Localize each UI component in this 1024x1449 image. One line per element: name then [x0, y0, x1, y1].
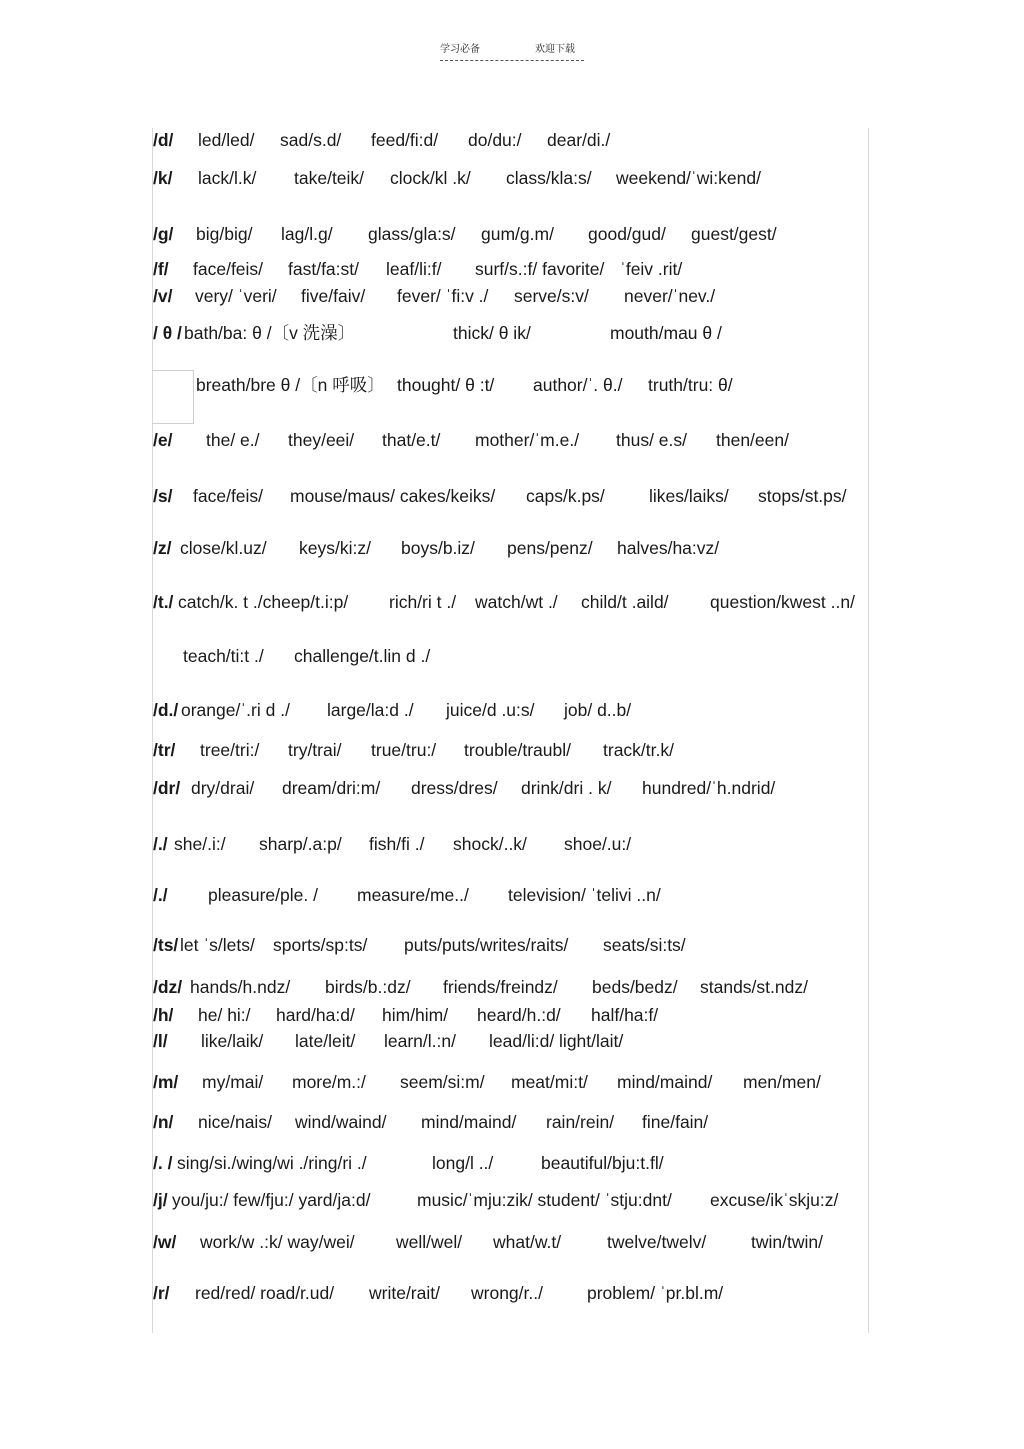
example-word: seem/si:m/	[400, 1072, 485, 1092]
example-word: then/een/	[716, 430, 789, 450]
example-word: learn/l.:n/	[384, 1031, 456, 1051]
example-word: hard/ha:d/	[276, 1005, 355, 1025]
phoneme-symbol: /d./	[153, 700, 179, 720]
phoneme-symbol: /dr/	[153, 778, 181, 798]
phoneme-symbol: /k/	[153, 168, 173, 188]
example-word: take/teik/	[294, 168, 365, 188]
phoneme-symbol: /dz/	[153, 977, 183, 997]
phoneme-row	[0, 591, 1024, 615]
phoneme-row	[0, 429, 1024, 453]
example-word: men/men/	[743, 1072, 821, 1092]
example-word: what/w.t/	[493, 1232, 562, 1252]
example-word: mother/ˈm.e./	[475, 430, 580, 450]
example-word: sing/si./wing/wi ./ring/ri ./	[177, 1153, 367, 1173]
example-word: they/eei/	[288, 430, 355, 450]
example-word: do/du:/	[468, 130, 522, 150]
example-word: hands/h.ndz/	[190, 977, 291, 997]
example-word: boys/b.iz/	[401, 538, 475, 558]
example-word: guest/gest/	[691, 224, 777, 244]
example-word: face/feis/	[193, 486, 264, 506]
example-word: pleasure/ple. /	[208, 885, 318, 905]
phoneme-row	[0, 884, 1024, 908]
example-word: excuse/ikˈskju:z/	[710, 1190, 839, 1210]
header-left-text: 学习必备	[440, 44, 480, 55]
example-word: author/ˈ. θ./	[533, 375, 623, 395]
example-word: glass/gla:s/	[368, 224, 456, 244]
example-word: good/gud/	[588, 224, 666, 244]
example-word: fish/fi ./	[369, 834, 425, 854]
example-word: he/ hi:/	[198, 1005, 251, 1025]
example-word: the/ e./	[206, 430, 260, 450]
example-word: try/trai/	[288, 740, 342, 760]
example-word: you/ju:/ few/fju:/ yard/ja:d/	[172, 1190, 371, 1210]
example-word: surf/s.:f/ favorite/	[475, 259, 605, 279]
example-word: problem/ ˈpr.bl.m/	[587, 1283, 724, 1303]
example-word: never/ˈnev./	[624, 286, 716, 306]
example-word: very/ ˈveri/	[195, 286, 277, 306]
phoneme-symbol: /ts/	[153, 935, 179, 955]
example-word: that/e.t/	[382, 430, 441, 450]
example-word: question/kwest ..n/	[710, 592, 855, 612]
phoneme-row	[0, 1152, 1024, 1176]
example-word: catch/k. t ./cheep/t.i:p/	[178, 592, 349, 612]
example-word: well/wel/	[396, 1232, 463, 1252]
phoneme-symbol: /./	[153, 885, 168, 905]
example-word: halves/ha:vz/	[617, 538, 720, 558]
example-word: thick/ θ ik/	[453, 323, 531, 343]
phoneme-row	[0, 739, 1024, 763]
phoneme-row	[0, 258, 1024, 282]
example-word: tree/tri:/	[200, 740, 260, 760]
example-word: mouth/mau θ /	[610, 323, 722, 343]
example-word: caps/k.ps/	[526, 486, 605, 506]
example-word: close/kl.uz/	[180, 538, 267, 558]
phoneme-symbol: /v/	[153, 286, 173, 306]
example-word: shock/..k/	[453, 834, 527, 854]
phoneme-symbol: /w/	[153, 1232, 177, 1252]
example-word: wind/waind/	[295, 1112, 387, 1132]
phoneme-symbol: /l/	[153, 1031, 168, 1051]
example-word: mind/maind/	[421, 1112, 517, 1132]
example-word: serve/s:v/	[514, 286, 589, 306]
phoneme-symbol: /./	[153, 834, 168, 854]
example-word: big/big/	[196, 224, 253, 244]
phoneme-row	[0, 1231, 1024, 1255]
example-word: class/kla:s/	[506, 168, 592, 188]
example-word: rich/ri t ./	[389, 592, 457, 612]
phoneme-row	[0, 833, 1024, 857]
example-word: beds/bedz/	[592, 977, 678, 997]
example-word: gum/g.m/	[481, 224, 554, 244]
example-word: sports/sp:ts/	[273, 935, 368, 955]
phoneme-symbol: /tr/	[153, 740, 176, 760]
phoneme-row	[0, 1004, 1024, 1028]
phoneme-row	[0, 322, 1024, 346]
example-word: let ˈs/lets/	[180, 935, 255, 955]
example-word: job/ d..b/	[564, 700, 632, 720]
example-word: face/feis/	[193, 259, 264, 279]
example-word: juice/d .u:s/	[446, 700, 535, 720]
phoneme-row	[0, 129, 1024, 153]
phoneme-row	[0, 485, 1024, 509]
phoneme-row	[0, 1282, 1024, 1306]
phoneme-row	[0, 285, 1024, 309]
example-word: sharp/.a:p/	[259, 834, 342, 854]
example-word: sad/s.d/	[280, 130, 342, 150]
example-word: twelve/twelv/	[607, 1232, 707, 1252]
example-word: stops/st.ps/	[758, 486, 847, 506]
example-word: trouble/traubl/	[464, 740, 572, 760]
example-word: red/red/ road/r.ud/	[195, 1283, 335, 1303]
example-word: him/him/	[382, 1005, 449, 1025]
phoneme-symbol: /n/	[153, 1112, 174, 1132]
phoneme-symbol: /m/	[153, 1072, 179, 1092]
example-word: dress/dres/	[411, 778, 498, 798]
example-word: friends/freindz/	[443, 977, 558, 997]
phoneme-row	[0, 934, 1024, 958]
phoneme-row	[0, 223, 1024, 247]
example-word: like/laik/	[201, 1031, 264, 1051]
phoneme-row	[0, 1071, 1024, 1095]
phoneme-symbol: /j/	[153, 1190, 168, 1210]
example-word: meat/mi:t/	[511, 1072, 588, 1092]
example-word: puts/puts/writes/raits/	[404, 935, 569, 955]
example-word: led/led/	[198, 130, 255, 150]
example-word: fine/fain/	[642, 1112, 709, 1132]
example-word: weekend/ˈwi:kend/	[616, 168, 761, 188]
example-word: rain/rein/	[546, 1112, 615, 1132]
example-word: birds/b.:dz/	[325, 977, 411, 997]
phoneme-symbol: /h/	[153, 1005, 174, 1025]
phoneme-row	[0, 1111, 1024, 1135]
example-word: challenge/t.lin d ./	[294, 646, 431, 666]
example-word: track/tr.k/	[603, 740, 674, 760]
example-word: beautiful/bju:t.fl/	[541, 1153, 664, 1173]
phoneme-symbol: /t./	[153, 592, 174, 612]
example-word: dream/dri:m/	[282, 778, 381, 798]
example-word: breath/bre θ /〔n 呼吸〕	[196, 375, 385, 395]
example-word: late/leit/	[295, 1031, 356, 1051]
example-word: mouse/maus/ cakes/keiks/	[290, 486, 496, 506]
example-word: television/ ˈtelivi ..n/	[508, 885, 661, 905]
phoneme-symbol: /s/	[153, 486, 173, 506]
example-word: pens/penz/	[507, 538, 593, 558]
phoneme-symbol: /f/	[153, 259, 169, 279]
example-word: bath/ba: θ /〔v 洗澡〕	[184, 323, 356, 343]
phoneme-symbol: /. /	[153, 1153, 173, 1173]
phoneme-symbol: /r/	[153, 1283, 170, 1303]
phoneme-row	[0, 699, 1024, 723]
example-word: work/w .:k/ way/wei/	[200, 1232, 355, 1252]
phoneme-symbol: /z/	[153, 538, 172, 558]
phoneme-row	[0, 1030, 1024, 1054]
phoneme-symbol: /g/	[153, 224, 174, 244]
example-word: wrong/r../	[471, 1283, 543, 1303]
example-word: watch/wt ./	[475, 592, 558, 612]
example-word: lack/l.k/	[198, 168, 257, 188]
example-word: twin/twin/	[751, 1232, 823, 1252]
example-word: feed/fi:d/	[371, 130, 439, 150]
example-word: true/tru:/	[371, 740, 437, 760]
example-word: nice/nais/	[198, 1112, 272, 1132]
example-word: leaf/li:f/	[386, 259, 442, 279]
example-word: lag/l.g/	[281, 224, 333, 244]
example-word: ˈfeiv .rit/	[620, 259, 683, 279]
example-word: hundred/ˈh.ndrid/	[642, 778, 776, 798]
example-word: dry/drai/	[191, 778, 255, 798]
example-word: keys/ki:z/	[299, 538, 371, 558]
phoneme-row	[0, 167, 1024, 191]
phoneme-symbol: /d/	[153, 130, 174, 150]
phoneme-row	[0, 645, 1024, 669]
example-word: orange/ˈ.ri d ./	[181, 700, 290, 720]
example-word: fever/ ˈfi:v ./	[397, 286, 489, 306]
example-word: half/ha:f/	[591, 1005, 659, 1025]
example-word: thus/ e.s/	[616, 430, 688, 450]
example-word: heard/h.:d/	[477, 1005, 561, 1025]
example-word: five/faiv/	[301, 286, 366, 306]
example-word: likes/laiks/	[649, 486, 729, 506]
example-word: measure/me../	[357, 885, 469, 905]
example-word: music/ˈmju:zik/ student/ ˈstju:dnt/	[417, 1190, 672, 1210]
example-word: clock/kl .k/	[390, 168, 471, 188]
example-word: teach/ti:t ./	[183, 646, 264, 666]
example-word: seats/si:ts/	[603, 935, 686, 955]
example-word: child/t .aild/	[581, 592, 669, 612]
example-word: stands/st.ndz/	[700, 977, 808, 997]
phoneme-row	[0, 1189, 1024, 1213]
phoneme-row	[0, 537, 1024, 561]
header-divider	[440, 60, 584, 61]
example-word: drink/dri . k/	[521, 778, 612, 798]
example-word: dear/di./	[547, 130, 611, 150]
example-word: she/.i:/	[174, 834, 226, 854]
example-word: long/l ../	[432, 1153, 494, 1173]
phoneme-row	[0, 374, 1024, 398]
example-word: shoe/.u:/	[564, 834, 632, 854]
example-word: write/rait/	[369, 1283, 440, 1303]
example-word: truth/tru: θ/	[648, 375, 733, 395]
header-right-text: 欢迎下载	[535, 44, 575, 55]
example-word: my/mai/	[202, 1072, 264, 1092]
phoneme-row	[0, 976, 1024, 1000]
example-word: large/la:d ./	[327, 700, 414, 720]
example-word: lead/li:d/ light/lait/	[489, 1031, 624, 1051]
example-word: mind/maind/	[617, 1072, 713, 1092]
phoneme-row	[0, 777, 1024, 801]
example-word: fast/fa:st/	[288, 259, 359, 279]
example-word: thought/ θ :t/	[397, 375, 495, 395]
example-word: more/m.:/	[292, 1072, 366, 1092]
phoneme-symbol: /e/	[153, 430, 173, 450]
phoneme-symbol: / θ /	[153, 323, 182, 343]
